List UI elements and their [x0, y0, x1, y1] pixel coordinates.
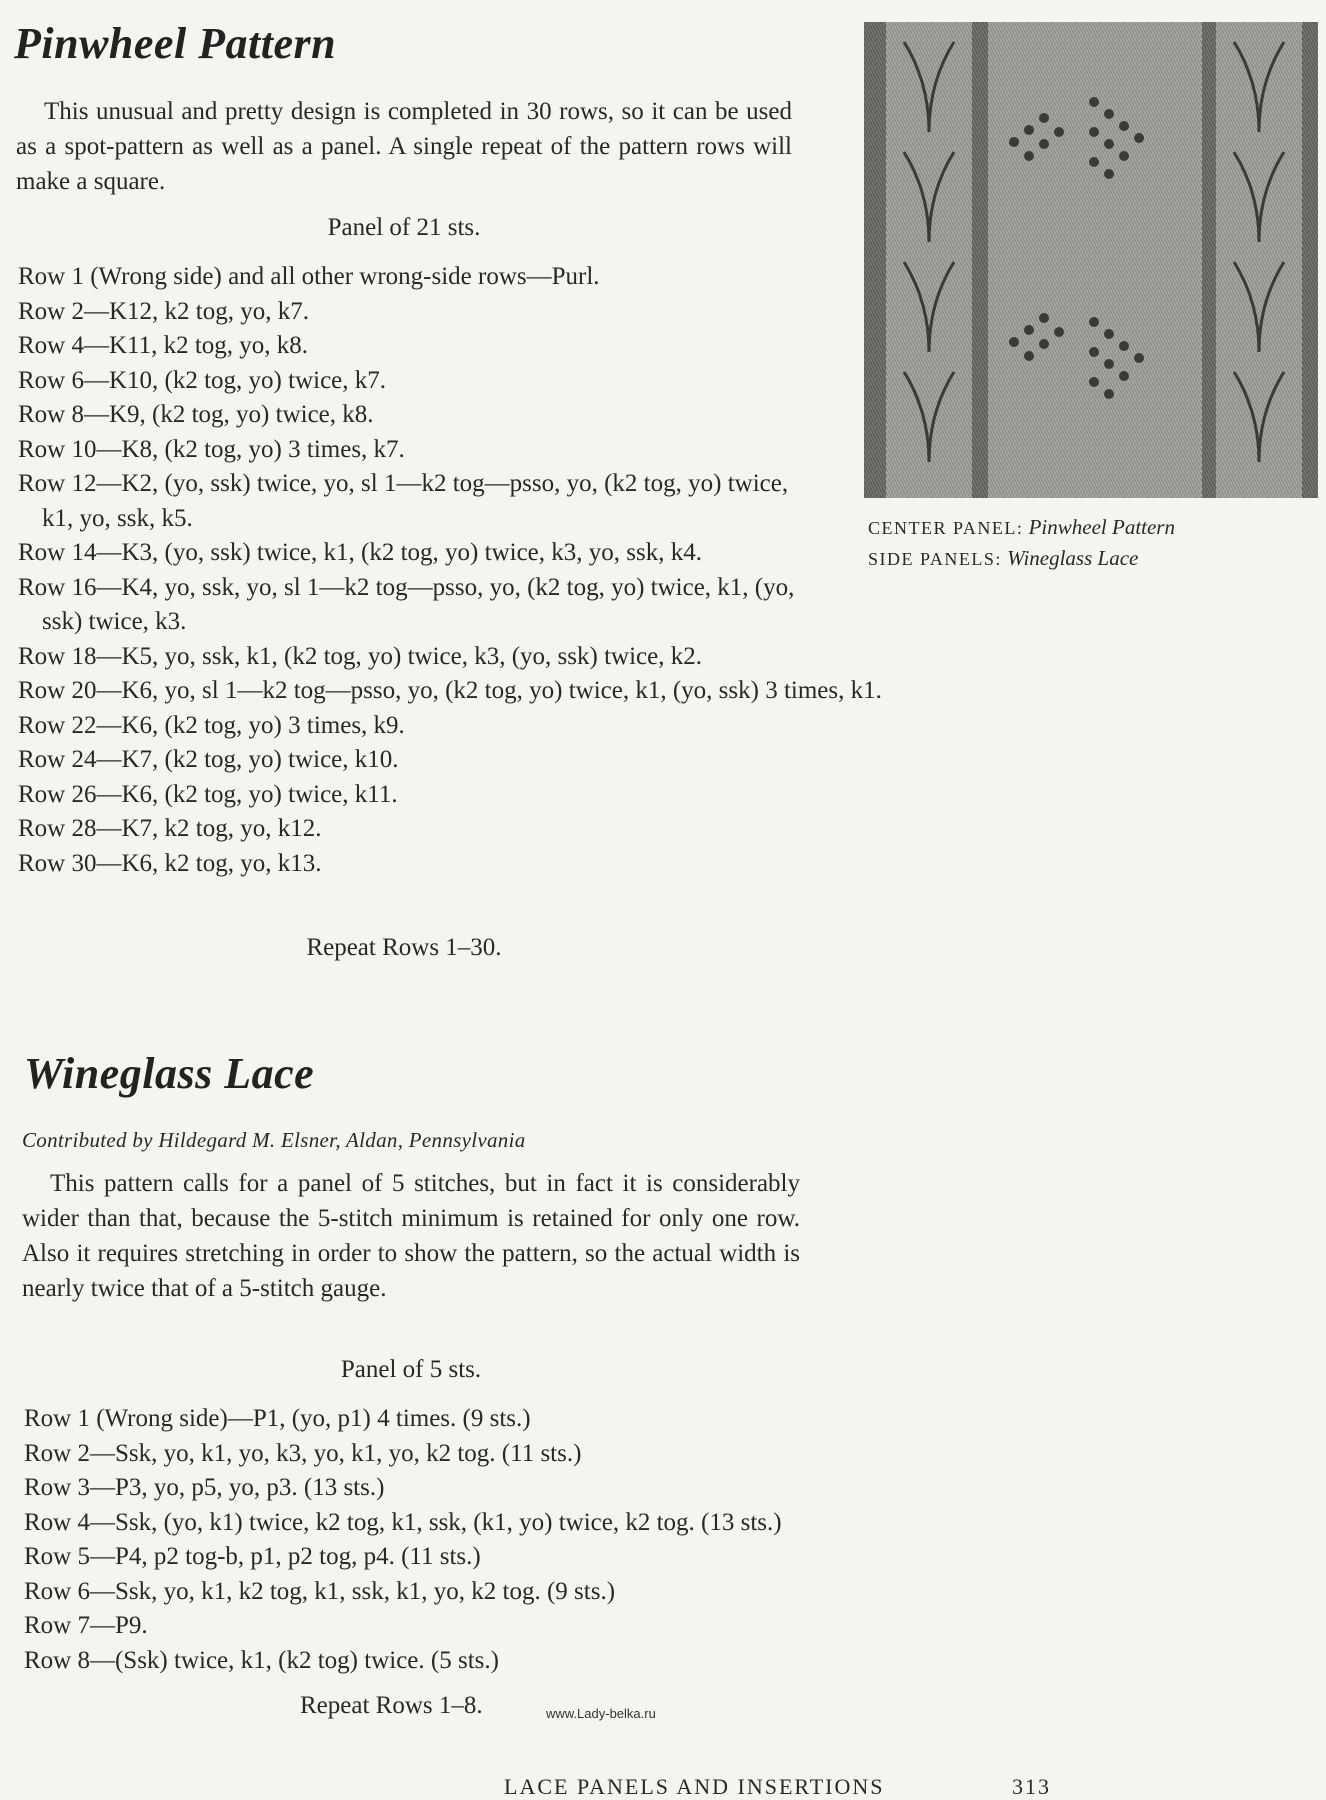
instruction-row: Row 12—K2, (yo, ssk) twice, yo, sl 1—k2 tog—psso, yo, (k2 tog, yo) twice, k1, yo, ssk, k5. — [18, 470, 789, 532]
instruction-row: Row 7—P9. — [24, 1612, 148, 1639]
pinwheel-title: Pinwheel Pattern — [14, 19, 337, 68]
wineglass-instructions — [24, 1402, 964, 1678]
instruction-row: Row 28—K7, k2 tog, yo, k12. — [18, 815, 322, 842]
caption-center-label: CENTER PANEL: — [868, 518, 1024, 538]
instruction-row: Row 2—Ssk, yo, k1, yo, k3, yo, k1, yo, k2 tog. (11 sts.) — [24, 1439, 582, 1467]
wineglass-contributor: Contributed by Hildegard M. Elsner, Aldan, Pennsylvania — [22, 1128, 526, 1152]
instruction-row: Row 14—K3, (yo, ssk) twice, k1, (k2 tog, yo) twice, k3, yo, ssk, k4. — [18, 539, 702, 566]
instruction-row: Row 8—K9, (k2 tog, yo) twice, k8. — [18, 401, 374, 428]
instruction-row: Row 3—P3, yo, p5, yo, p3. (13 sts.) — [24, 1474, 385, 1501]
wineglass-intro: This pattern calls for a panel of 5 stitches, but in fact it is considerably wider than that, because the 5-stitch minimum is retained for only one row. Also it requires stretching in order to show the pattern, so the actual width is nearly twice that of a 5-stitch gauge. — [22, 1170, 800, 1302]
photo-caption — [868, 512, 1308, 574]
instruction-row: Row 24—K7, (k2 tog, yo) twice, k10. — [18, 746, 399, 773]
instruction-row: Row 30—K6, k2 tog, yo, k13. — [18, 849, 322, 877]
pinwheel-instructions — [18, 260, 882, 881]
instruction-row: Row 22—K6, (k2 tog, yo) 3 times, k9. — [18, 711, 405, 739]
instruction-row: Row 8—(Ssk) twice, k1, (k2 tog) twice. (5 sts.) — [24, 1646, 499, 1674]
instruction-row: Row 1 (Wrong side)—P1, (yo, p1) 4 times. (9 sts.) — [24, 1405, 531, 1432]
pinwheel-panel-size: Panel of 21 sts. — [327, 214, 481, 241]
watermark-url: www.Lady-belka.ru — [546, 1706, 656, 1721]
instruction-row: Row 4—K11, k2 tog, yo, k8. — [18, 332, 309, 359]
caption-side-value: Wineglass Lace — [1007, 546, 1139, 570]
instruction-row: Row 2—K12, k2 tog, yo, k7. — [18, 297, 309, 325]
instruction-row: Row 26—K6, (k2 tog, yo) twice, k11. — [18, 780, 398, 808]
caption-side-label: SIDE PANELS: — [868, 549, 1002, 569]
caption-side-line — [868, 543, 1308, 574]
instruction-row: Row 5—P4, p2 tog-b, p1, p2 tog, p4. (11 sts.) — [24, 1543, 481, 1570]
instruction-row: Row 20—K6, yo, sl 1—k2 tog—psso, yo, (k2 tog, yo) twice, k1, (yo, ssk) 3 times, k1. — [18, 677, 882, 704]
pinwheel-repeat: Repeat Rows 1–30. — [306, 934, 502, 961]
instruction-row: Row 16—K4, yo, ssk, yo, sl 1—k2 tog—psso, yo, (k2 tog, yo) twice, k1, (yo, ssk) twice, k3. — [18, 573, 795, 635]
wineglass-repeat: Repeat Rows 1–8. — [300, 1692, 483, 1719]
instruction-row: Row 6—K10, (k2 tog, yo) twice, k7. — [18, 366, 387, 394]
running-footer-section: LACE PANELS AND INSERTIONS — [504, 1774, 885, 1799]
caption-center-value: Pinwheel Pattern — [1028, 515, 1175, 539]
swatch-illustration — [864, 22, 1318, 498]
page-number: 313 — [1012, 1774, 1051, 1799]
instruction-row: Row 1 (Wrong side) and all other wrong-side rows—Purl. — [18, 263, 600, 290]
caption-center-line — [868, 512, 1308, 543]
instruction-row: Row 18—K5, yo, ssk, k1, (k2 tog, yo) twice, k3, (yo, ssk) twice, k2. — [18, 642, 702, 670]
instruction-row: Row 4—Ssk, (yo, k1) twice, k2 tog, k1, ssk, (k1, yo) twice, k2 tog. (13 sts.) — [24, 1508, 782, 1536]
instruction-row: Row 10—K8, (k2 tog, yo) 3 times, k7. — [18, 435, 405, 463]
pinwheel-intro: This unusual and pretty design is completed in 30 rows, so it can be used as a spot-pattern as well as a panel. A single repeat of the pattern rows will make a square. — [16, 98, 792, 195]
instruction-row: Row 6—Ssk, yo, k1, k2 tog, k1, ssk, k1, yo, k2 tog. (9 sts.) — [24, 1577, 616, 1605]
wineglass-panel-size: Panel of 5 sts. — [340, 1356, 482, 1383]
knitted-swatch-photo — [864, 22, 1318, 498]
wineglass-title: Wineglass Lace — [24, 1049, 315, 1098]
